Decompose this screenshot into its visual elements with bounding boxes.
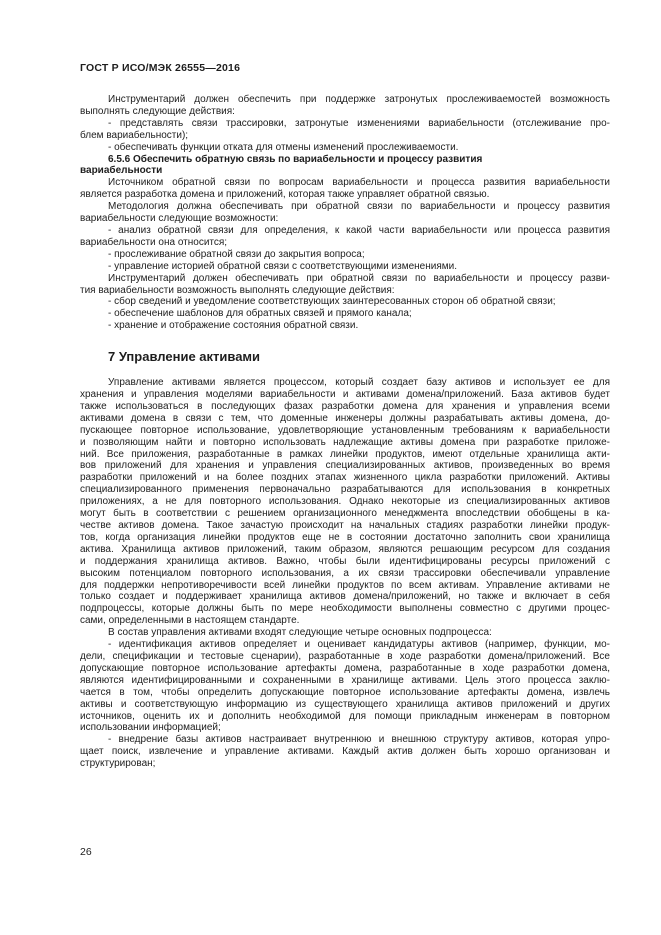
text-line: является разработка домена и приложений, которая также управляет обратной связью. xyxy=(80,189,490,201)
text-line: - сбор сведений и уведомление соответствующих заинтересованных сторон об обратной связи; xyxy=(108,296,556,308)
text-line: источников, оценить их и дополнить необходимой для помощи прикладным инженерам в повторном xyxy=(80,710,610,722)
text-line: - обеспечивать функции отката для отмены изменений прослеживаемости. xyxy=(108,141,459,153)
text-line: специализированного применения первоначально разрабатываются для использования в конкретных xyxy=(80,484,610,496)
text-line: допускающие повторное использование артефакты домена, разработанные в ходе разработки домена, xyxy=(80,662,610,674)
text-line: - управление историей обратной связи с соответствующими изменениями. xyxy=(108,260,457,272)
text-line: - обеспечение шаблонов для обратных связей и прямого канала; xyxy=(108,308,412,320)
section-6-5-text xyxy=(80,94,610,332)
text-line: - прослеживание обратной связи до закрытия вопроса; xyxy=(108,248,365,260)
text-line: использовании информацией; xyxy=(80,722,221,734)
text-line: - анализ обратной связи для определения, к какой части вариабельности или процесса развития xyxy=(108,224,610,236)
text-line: подпроцессы, которые должны быть по мере необходимости выполнены совместно с другими процес- xyxy=(80,603,610,615)
text-line: Методология должна обеспечивать при обратной связи по вариабельности и процессу развития xyxy=(108,201,610,213)
text-line: и позволяющим найти и повторно использовать надлежащие активы домена при разработке приложе- xyxy=(80,436,610,448)
section-7-text xyxy=(80,377,610,770)
text-line: тов, когда организация линейки продуктов еще не в состоянии достаточно заполнить свои хранилища xyxy=(80,531,610,543)
text-line: для поддержки непротиворечивости всей линейки продуктов по всем активам. Управление активами не xyxy=(80,579,610,591)
text-line: блем вариабельности); xyxy=(80,129,189,141)
text-line: актива. Хранилища активов приложений, таким образом, являются решающим ресурсом для создания xyxy=(80,543,610,555)
text-line: также использоваться в последующих фазах разработки домена для хранения и управления всеми xyxy=(80,400,610,412)
text-line: и поддержания хранилища активов. Важно, чтобы были идентифицированы ресурсы приложений с xyxy=(80,555,610,567)
text-line: приложениях, а не для повторного использования. Однако некоторые из специализированных активов xyxy=(80,496,610,508)
text-line: - внедрение базы активов настраивает внутреннюю и внешнюю структуру активов, которая упро- xyxy=(108,734,610,746)
text-line: пускающее повторное использование, удовлетворяющие установленным требованиям к вариабельности xyxy=(80,424,610,436)
text-line: Инструментарий должен обеспечить при поддержке затронутых прослеживаемостей возможность xyxy=(108,94,610,105)
text-line: ний. Все приложения, разработанные в рамках линейки продуктов, имеют отдельные хранилища акти- xyxy=(80,448,610,460)
text-line: структурирован; xyxy=(80,758,156,770)
text-line: вов приложений для хранения и управления специализированных активов, произведенных во время xyxy=(80,460,610,472)
text-line: дели, спецификации и тестовые сценарии), разработанные в ходе разработки домена/приложений. Все xyxy=(80,650,610,662)
text-line: высоким потенциалом повторного использования, а их связи трассировки обеспечивали управление xyxy=(80,567,610,579)
text-line: хранения и управления моделями вариабельности и активами домена/приложений. База активов будет xyxy=(80,389,610,401)
text-line: - идентификация активов определяет и оценивает кандидатуры активов (например, функции, мо- xyxy=(108,639,610,651)
text-line: сами, определенными в настоящем стандарте. xyxy=(80,615,300,627)
text-line: Источником обратной связи по вопросам вариабельности и процесса развития вариабельности xyxy=(108,177,610,189)
text-line: активы и соответствующую информацию из существующего хранилища активов приложений и других xyxy=(80,698,610,710)
text-line: Инструментарий должен обеспечивать при обратной связи по вариабельности и процессу разви- xyxy=(108,272,610,284)
text-line: разработки приложений и на более поздних этапах жизненного цикла разработки приложений. Активы xyxy=(80,472,610,484)
text-line: честве активов домена. Такое зачастую происходит на начальных стадиях разработки линейки продук- xyxy=(80,520,610,531)
text-line: чается в том, чтобы определить допускающие повторное использование артефакты домена, извлечь xyxy=(80,686,610,698)
text-line: Управление активами является процессом, который создает базу активов и использует ее для xyxy=(108,377,610,389)
text-line: только создает и поддерживает хранилища активов домена/приложений, но также и включает в себя xyxy=(80,591,610,603)
document-header: ГОСТ Р ИСО/МЭК 26555—2016 xyxy=(80,62,241,74)
text-line: - представлять связи трассировки, затронутые изменениями вариабельности (отслеживание про- xyxy=(108,117,610,129)
text-line: выполнять следующие действия: xyxy=(80,105,235,117)
text-line: - хранение и отображение состояния обратной связи. xyxy=(108,320,359,332)
text-line: вариабельности следующие возможности: xyxy=(80,213,279,225)
text-line: тия вариабельности возможность выполнять следующие действия: xyxy=(80,284,395,296)
section-title: 7 Управление активами xyxy=(108,349,261,365)
text-line: являются идентифицированными и сохраненными в хранилище активами. Цель этого процесса заклю- xyxy=(80,674,610,686)
text-line: вариабельности она относится; xyxy=(80,236,228,248)
text-line: В состав управления активами входят следующие четыре основных подпроцесса: xyxy=(108,627,492,639)
text-line: вариабельности xyxy=(80,165,163,177)
text-line: активами домена в связи с тем, что доменные инженеры должны разрабатывать активы домена, до- xyxy=(80,412,610,424)
page-number: 26 xyxy=(80,846,92,858)
text-line: щает поиск, извлечение и управление активами. Каждый актив должен быть хорошо организован и xyxy=(80,746,610,758)
text-line: могут быть в соответствии с решением организационного менеджмента впоследствии обобщены в ка- xyxy=(80,508,610,520)
text-line: 6.5.6 Обеспечить обратную связь по вариабельности и процессу развития xyxy=(108,153,483,165)
page-body xyxy=(80,94,610,770)
